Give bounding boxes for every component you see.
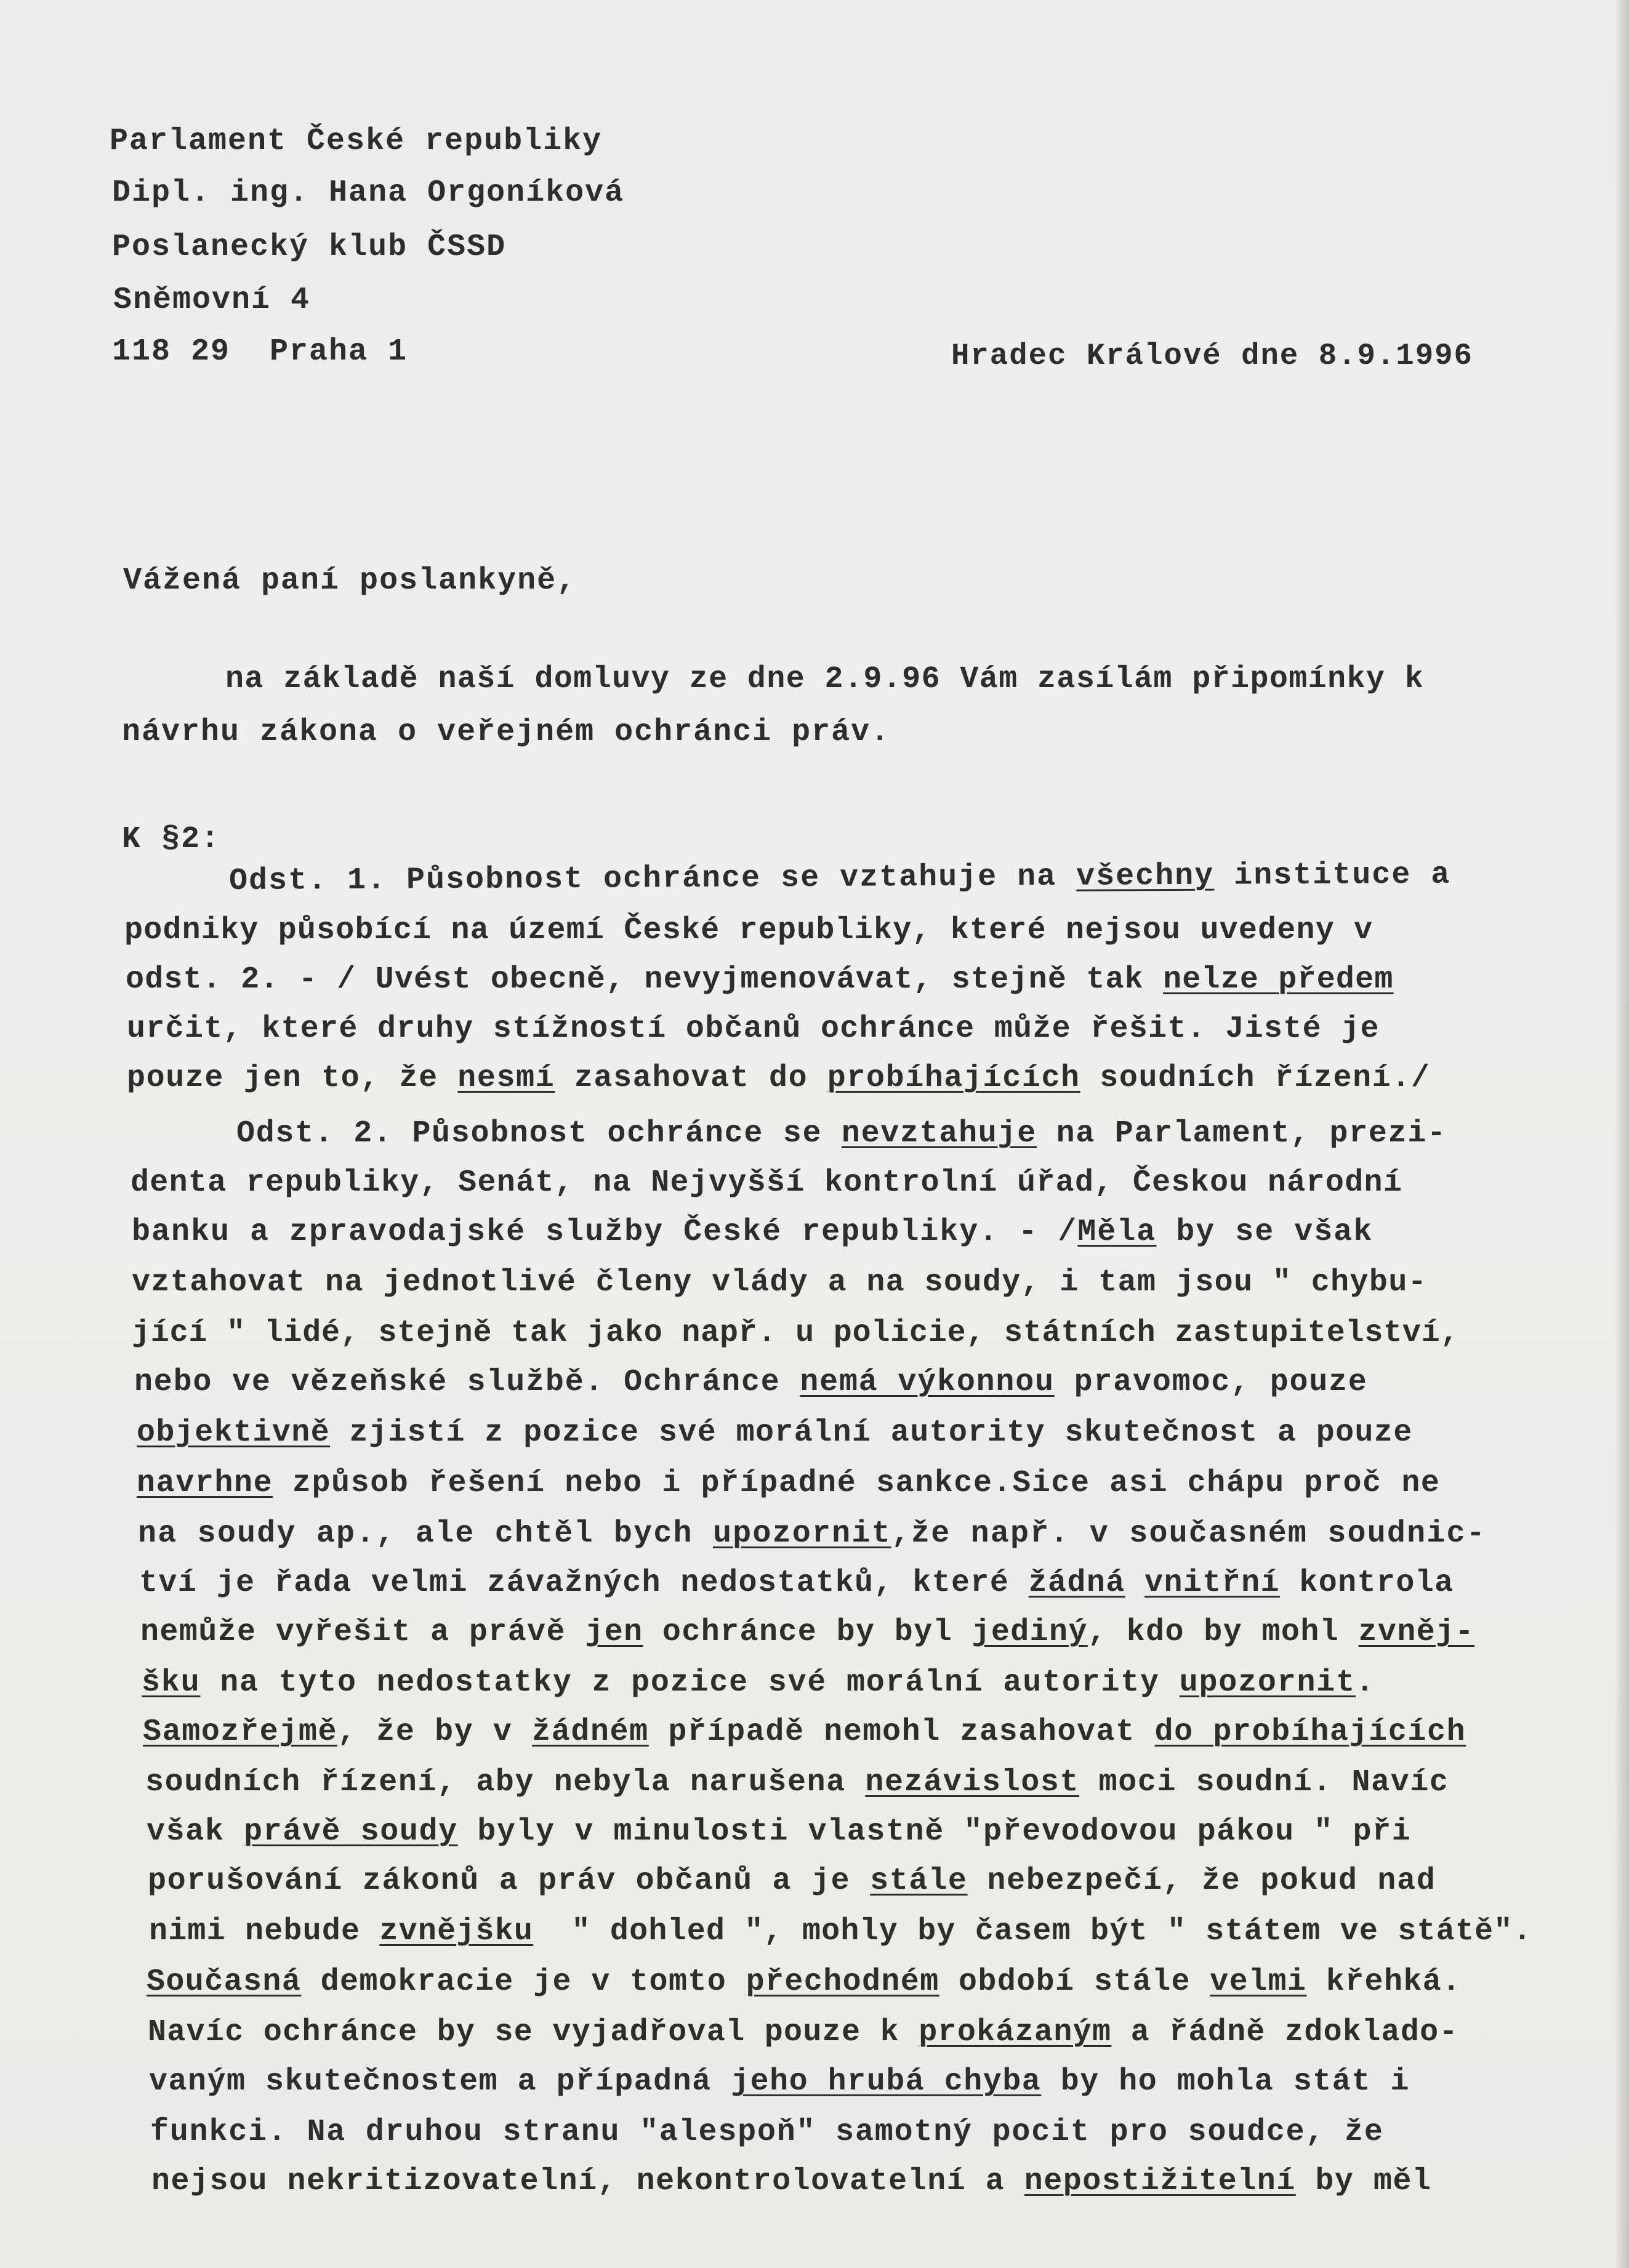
intro-line-1: na základě naší domluvy ze dne 2.9.96 Vám zasílám připomínky k (225, 662, 1425, 697)
body-line-18: Samozřejmě, že by v žádném případě nemohl zasahovat do probíhajících (143, 1715, 1466, 1750)
body-line-11: nebo ve vězeňské službě. Ochránce nemá výkonnou pravomoc, pouze (134, 1365, 1368, 1400)
sender-line-3: Poslanecký klub ČSSD (112, 230, 507, 265)
body-line-22: nimi nebude zvnějšku " dohled ", mohly by časem být " státem ve státě". (149, 1914, 1532, 1949)
body-line-9: vztahovat na jednotlivé členy vlády a na soudy, i tam jsou " chybu- (132, 1265, 1428, 1300)
body-line-5: pouze jen to, že nesmí zasahovat do probíhajících soudních řízení./ (127, 1061, 1431, 1096)
body-line-4: určit, které druhy stížností občanů ochránce může řešit. Jisté je (127, 1011, 1380, 1047)
body-line-17: šku na tyto nedostatky z pozice své morální autority upozornit. (142, 1665, 1375, 1700)
body-line-8: banku a zpravodajské služby České republiky. - /Měla by se však (132, 1215, 1374, 1250)
sender-line-2: Dipl. ing. Hana Orgoníková (112, 175, 625, 211)
sender-line-4: Sněmovní 4 (113, 283, 311, 318)
body-line-7: denta republiky, Senát, na Nejvyšší kontrolní úřad, Českou národní (131, 1165, 1403, 1200)
body-line-2: podniky působící na území České republiky, které nejsou uvedeny v (124, 913, 1374, 948)
body-line-27: nejsou nekritizovatelní, nekontrolovatelní a nepostižitelní by měl (151, 2164, 1432, 2199)
body-line-25: vaným skutečnostem a případná jeho hrubá chyba by ho mohla stát i (149, 2064, 1410, 2099)
section-heading: K §2: (122, 822, 221, 857)
body-line-24: Navíc ochránce by se vyjadřoval pouze k prokázaným a řádně zdoklado- (148, 2015, 1458, 2050)
salutation: Vážená paní poslankyně, (123, 563, 577, 598)
body-line-12: objektivně zjistí z pozice své morální autority skutečnost a pouze (137, 1415, 1413, 1450)
place-date: Hradec Králové dne 8.9.1996 (951, 339, 1473, 373)
body-line-14: na soudy ap., ale chtěl bych upozornit,že např. v současném soudnic- (138, 1516, 1486, 1551)
page-edge-shadow (1614, 0, 1629, 2268)
body-line-19: soudních řízení, aby nebyla narušena nezávislost moci soudní. Navíc (145, 1765, 1449, 1800)
body-line-20: však právě soudy byly v minulosti vlastně "převodovou pákou " při (147, 1814, 1412, 1849)
sender-line-5: 118 29 Praha 1 (112, 334, 408, 369)
body-line-26: funkci. Na druhou stranu "alespoň" samotný pocit pro soudce, že (150, 2115, 1384, 2150)
body-line-3: odst. 2. - / Uvést obecně, nevyjmenovávat, stejně tak nelze předem (126, 962, 1394, 997)
body-line-21: porušování zákonů a práv občanů a je stále nebezpečí, že pokud nad (148, 1864, 1436, 1899)
body-line-10: jící " lidé, stejně tak jako např. u policie, státních zastupitelství, (132, 1316, 1460, 1351)
body-line-13: navrhne způsob řešení nebo i případné sankce.Sice asi chápu proč ne (137, 1466, 1441, 1501)
body-line-15: tví je řada velmi závažných nedostatků, které žádná vnitřní kontrola (139, 1566, 1454, 1601)
body-line-1: Odst. 1. Působnost ochránce se vztahuje na všechny instituce a (228, 857, 1451, 899)
body-line-23: Současná demokracie je v tomto přechodném období stále velmi křehká. (147, 1964, 1462, 2000)
body-line-16: nemůže vyřešit a právě jen ochránce by byl jediný, kdo by mohl zvněj- (140, 1615, 1474, 1650)
intro-line-2: návrhu zákona o veřejném ochránci práv. (122, 715, 891, 750)
sender-line-1: Parlament České republiky (110, 124, 603, 159)
body-line-6: Odst. 2. Působnost ochránce se nevztahuje na Parlament, prezi- (236, 1116, 1447, 1151)
